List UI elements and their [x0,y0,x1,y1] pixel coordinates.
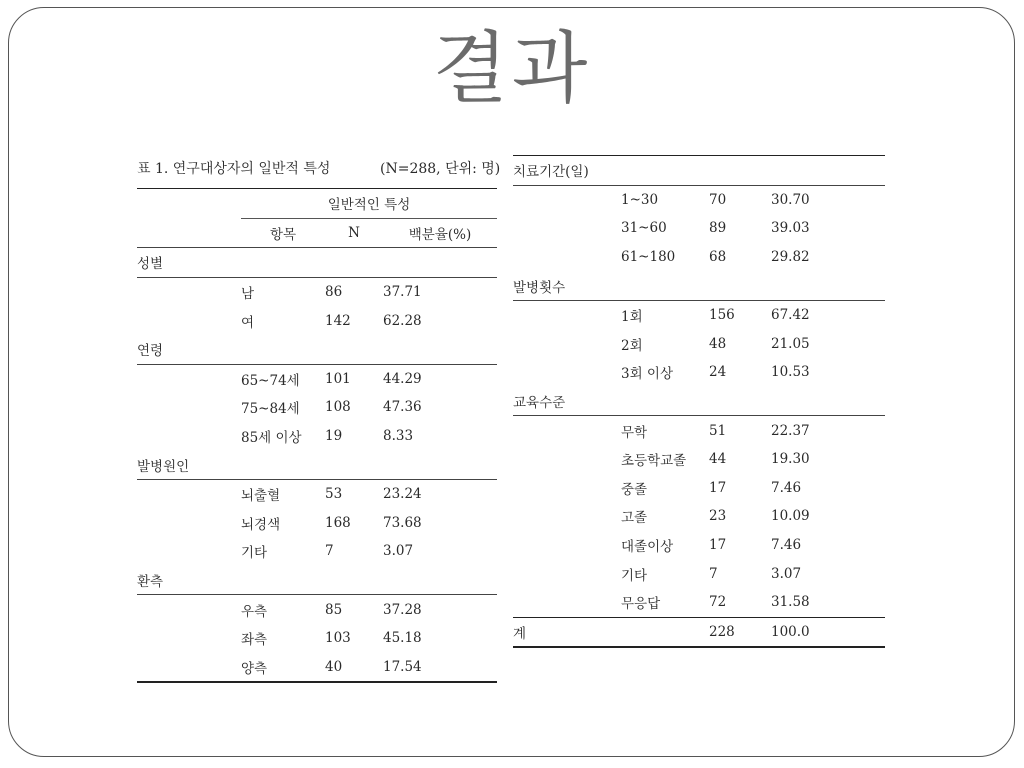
count-value: 142 [325,312,351,329]
count-value: 101 [325,370,351,387]
table-row [513,588,885,617]
row-spacer [137,595,241,624]
column-header-n: N [325,218,383,248]
table-row [137,277,497,306]
row-spacer [513,214,621,243]
column-header-percent: 백분율(%) [383,218,497,248]
table-row [137,509,497,538]
item-label: 무응답 [621,596,661,613]
item-label: 85세 이상 [241,430,302,447]
item-label: 75~84세 [241,401,300,418]
total-row [513,617,885,647]
table-row [513,445,885,474]
column-header-item: 항목 [241,218,325,248]
table-row [513,243,885,272]
section-label: 치료기간(일) [513,156,885,186]
percent-value: 37.28 [383,601,422,618]
percent-value: 67.42 [771,307,810,324]
item-label: 양측 [241,653,325,683]
table-row [513,185,885,214]
characteristics-table-left [137,188,497,683]
characteristics-table-right [513,155,885,648]
count-value: 108 [325,399,351,416]
percent-value: 10.53 [771,364,810,381]
table-caption-note: (N=288, 단위: 명) [380,161,501,177]
row-spacer [137,422,241,451]
item-label: 65~74세 [241,372,300,389]
section-label: 환측 [137,566,497,595]
count-value: 40 [325,653,383,683]
row-spacer [513,358,621,387]
percent-value: 39.03 [771,220,810,237]
section-row [513,387,885,416]
count-value: 7 [709,565,718,582]
item-label: 31~60 [621,220,667,237]
percent-value: 17.54 [383,653,497,683]
percent-value: 45.18 [383,630,422,647]
total-percent: 100.0 [771,617,885,647]
count-value: 48 [709,335,727,352]
table-row [137,537,497,566]
row-spacer [513,185,621,214]
percent-value: 37.71 [383,284,422,301]
count-value: 70 [709,191,727,208]
row-spacer [513,474,621,503]
table-caption [137,158,501,178]
table-row [137,422,497,451]
table-row [137,653,497,683]
section-row [513,156,885,186]
item-label: 무학 [621,424,648,441]
percent-value: 19.30 [771,451,810,468]
total-label: 계 [513,617,709,647]
item-label: 뇌출혈 [241,488,281,505]
table-row [137,595,497,624]
percent-value: 21.05 [771,335,810,352]
percent-value: 8.33 [383,428,414,445]
section-row [137,450,497,479]
row-spacer [137,306,241,335]
row-spacer [513,300,621,329]
row-spacer [513,243,621,272]
table-row [137,393,497,422]
item-label: 초등학교졸 [621,453,687,470]
percent-value: 73.68 [383,514,422,531]
row-spacer [137,393,241,422]
count-value: 68 [709,249,727,266]
count-value: 168 [325,514,351,531]
section-row [137,248,497,278]
section-label: 연령 [137,335,497,364]
count-value: 51 [709,422,727,439]
percent-value: 62.28 [383,312,422,329]
count-value: 85 [325,601,343,618]
header-group-row [137,189,497,219]
table-row [513,559,885,588]
table-row [137,306,497,335]
item-label: 고졸 [621,510,648,527]
item-label: 1회 [621,309,643,326]
item-label: 기타 [621,567,648,584]
section-label: 발병원인 [137,450,497,479]
percent-value: 30.70 [771,191,810,208]
percent-value: 7.46 [771,479,802,496]
header-spacer [137,189,241,219]
count-value: 53 [325,486,343,503]
count-value: 103 [325,630,351,647]
item-label: 뇌경색 [241,516,281,533]
slide-title: 결과 [432,24,592,114]
header-spacer [137,218,241,248]
table-row [137,364,497,393]
percent-value: 44.29 [383,370,422,387]
row-spacer [513,416,621,445]
percent-value: 3.07 [771,565,802,582]
table-row [513,300,885,329]
row-spacer [137,653,241,683]
table-row [513,502,885,531]
row-spacer [137,479,241,508]
item-label: 남 [241,286,255,303]
percent-value: 7.46 [771,537,802,554]
table-row [513,474,885,503]
percent-value: 31.58 [771,594,810,611]
section-row [513,271,885,300]
row-spacer [513,502,621,531]
row-spacer [137,624,241,653]
table-caption-title: 표 1. 연구대상자의 일반적 특성 [137,161,331,177]
row-spacer [137,537,241,566]
count-value: 17 [709,537,727,554]
table-row [137,624,497,653]
item-label: 61~180 [621,249,676,266]
count-value: 17 [709,479,727,496]
count-value: 89 [709,220,727,237]
item-label: 우측 [241,603,268,620]
percent-value: 3.07 [383,543,414,560]
count-value: 23 [709,508,727,525]
count-value: 72 [709,594,727,611]
row-spacer [513,531,621,560]
section-row [137,566,497,595]
count-value: 156 [709,307,735,324]
item-label: 좌측 [241,632,268,649]
row-spacer [513,588,621,617]
item-label: 1~30 [621,191,659,208]
table-row [513,214,885,243]
item-label: 2회 [621,337,643,354]
item-label: 중졸 [621,481,648,498]
item-label: 기타 [241,545,268,562]
item-label: 3회 이상 [621,366,674,383]
section-row [137,335,497,364]
percent-value: 10.09 [771,508,810,525]
header-group-label: 일반적인 특성 [241,189,497,219]
count-value: 86 [325,284,343,301]
row-spacer [137,364,241,393]
percent-value: 47.36 [383,399,422,416]
percent-value: 23.24 [383,486,422,503]
item-label: 대졸이상 [621,539,674,556]
row-spacer [137,277,241,306]
section-label: 교육수준 [513,387,885,416]
total-n: 228 [709,617,771,647]
table-row [137,479,497,508]
percent-value: 29.82 [771,249,810,266]
table-row [513,358,885,387]
column-header-row [137,218,497,248]
section-label: 발병횟수 [513,271,885,300]
row-spacer [513,445,621,474]
count-value: 44 [709,451,727,468]
row-spacer [513,330,621,359]
item-label: 여 [241,314,255,331]
percent-value: 22.37 [771,422,810,439]
table-row [513,330,885,359]
count-value: 7 [325,543,334,560]
count-value: 24 [709,364,727,381]
table-row [513,531,885,560]
row-spacer [137,509,241,538]
count-value: 19 [325,428,343,445]
section-label: 성별 [137,248,497,278]
table-row [513,416,885,445]
row-spacer [513,559,621,588]
